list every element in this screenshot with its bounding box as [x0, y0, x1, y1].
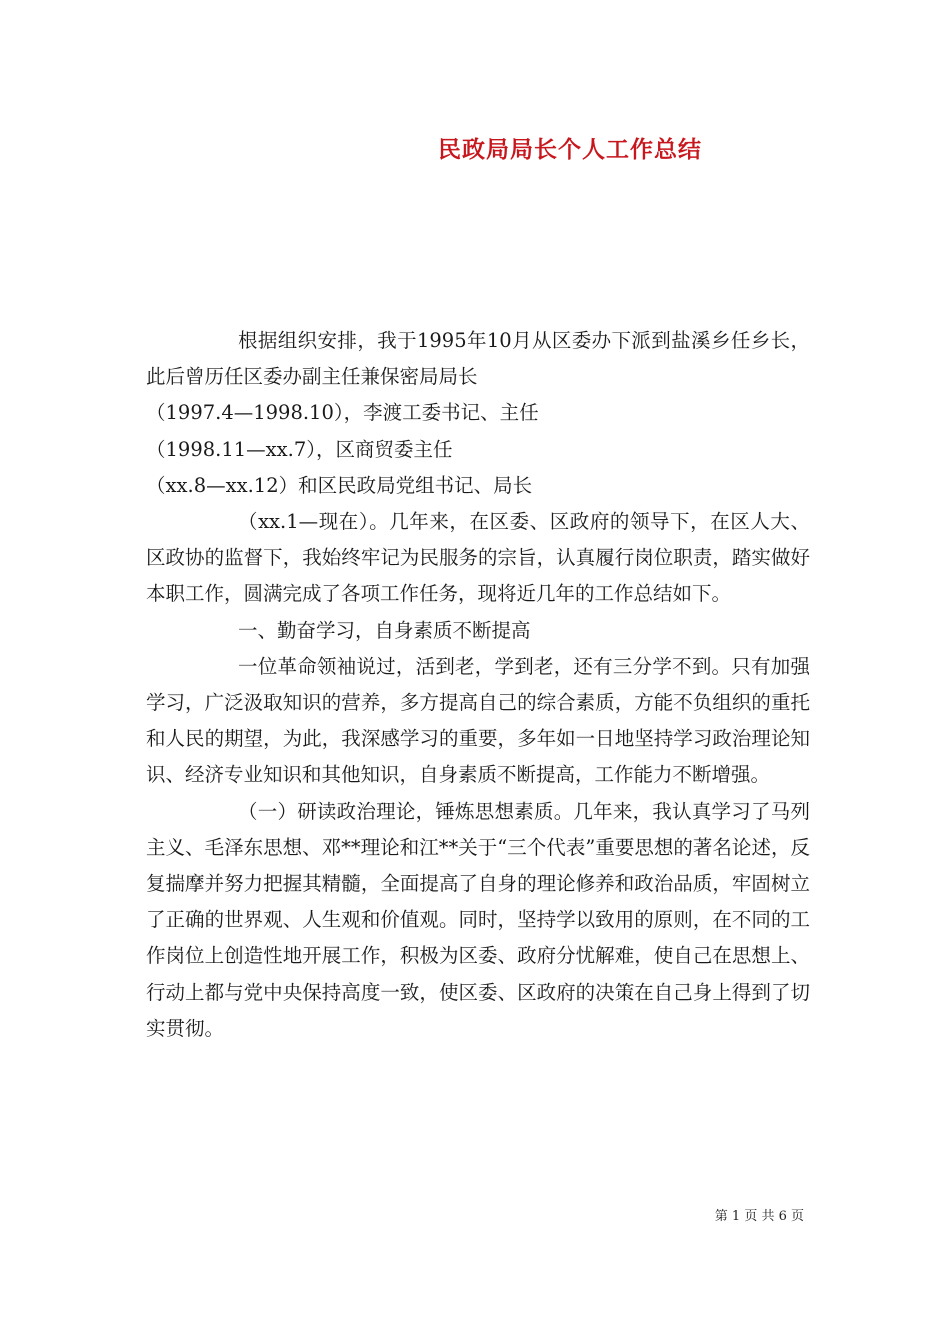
- paragraph-study: 一位革命领袖说过，活到老，学到老，还有三分学不到。只有加强学习，广泛汲取知识的营养，多方提高自己的综合素质，方能不负组织的重托和人民的期望，为此，我深感学习的重要，多年如一日地坚持学习政治理论知识、经济专业知识和其他知识，自身素质不断提高，工作能力不断增强。: [146, 654, 810, 787]
- paragraph-summary: （xx.1—现在）。几年来，在区委、区政府的领导下，在区人大、区政协的监督下，我始终牢记为民服务的宗旨，认真履行岗位职责，踏实做好本职工作，圆满完成了各项工作任务，现将近几年的工作总结如下。: [146, 510, 810, 606]
- paragraph-tenure-2: （1998.11—xx.7），区商贸委主任: [146, 437, 453, 461]
- paragraph-intro: 根据组织安排，我于1995年10月从区委办下派到盐溪乡任乡长，此后曾历任区委办副主任兼保密局局长: [146, 329, 810, 389]
- document-body: [146, 323, 810, 1047]
- document-title: 民政局局长个人工作总结: [438, 136, 702, 163]
- section-heading-1: 一、勤奋学习，自身素质不断提高: [238, 618, 531, 642]
- paragraph-tenure-3: （xx.8—xx.12）和区民政局党组书记、局长: [146, 473, 533, 497]
- page-number: 第 1 页 共 6 页: [714, 1209, 804, 1224]
- paragraph-tenure-1: （1997.4—1998.10），李渡工委书记、主任: [146, 401, 539, 425]
- paragraph-theory: （一）研读政治理论，锤炼思想素质。几年来，我认真学习了马列主义、毛泽东思想、邓**理论和江**关于“三个代表”重要思想的著名论述，反复揣摩并努力把握其精髓，全面提高了自身的理论修养和政治品质，牢固树立了正确的世界观、人生观和价值观。同时，坚持学以致用的原则，在不同的工作岗位上创造性地开展工作，积极为区委、政府分忧解难，使自己在思想上、行动上都与党中央保持高度一致，使区委、区政府的决策在自己身上得到了切实贯彻。: [146, 799, 810, 1040]
